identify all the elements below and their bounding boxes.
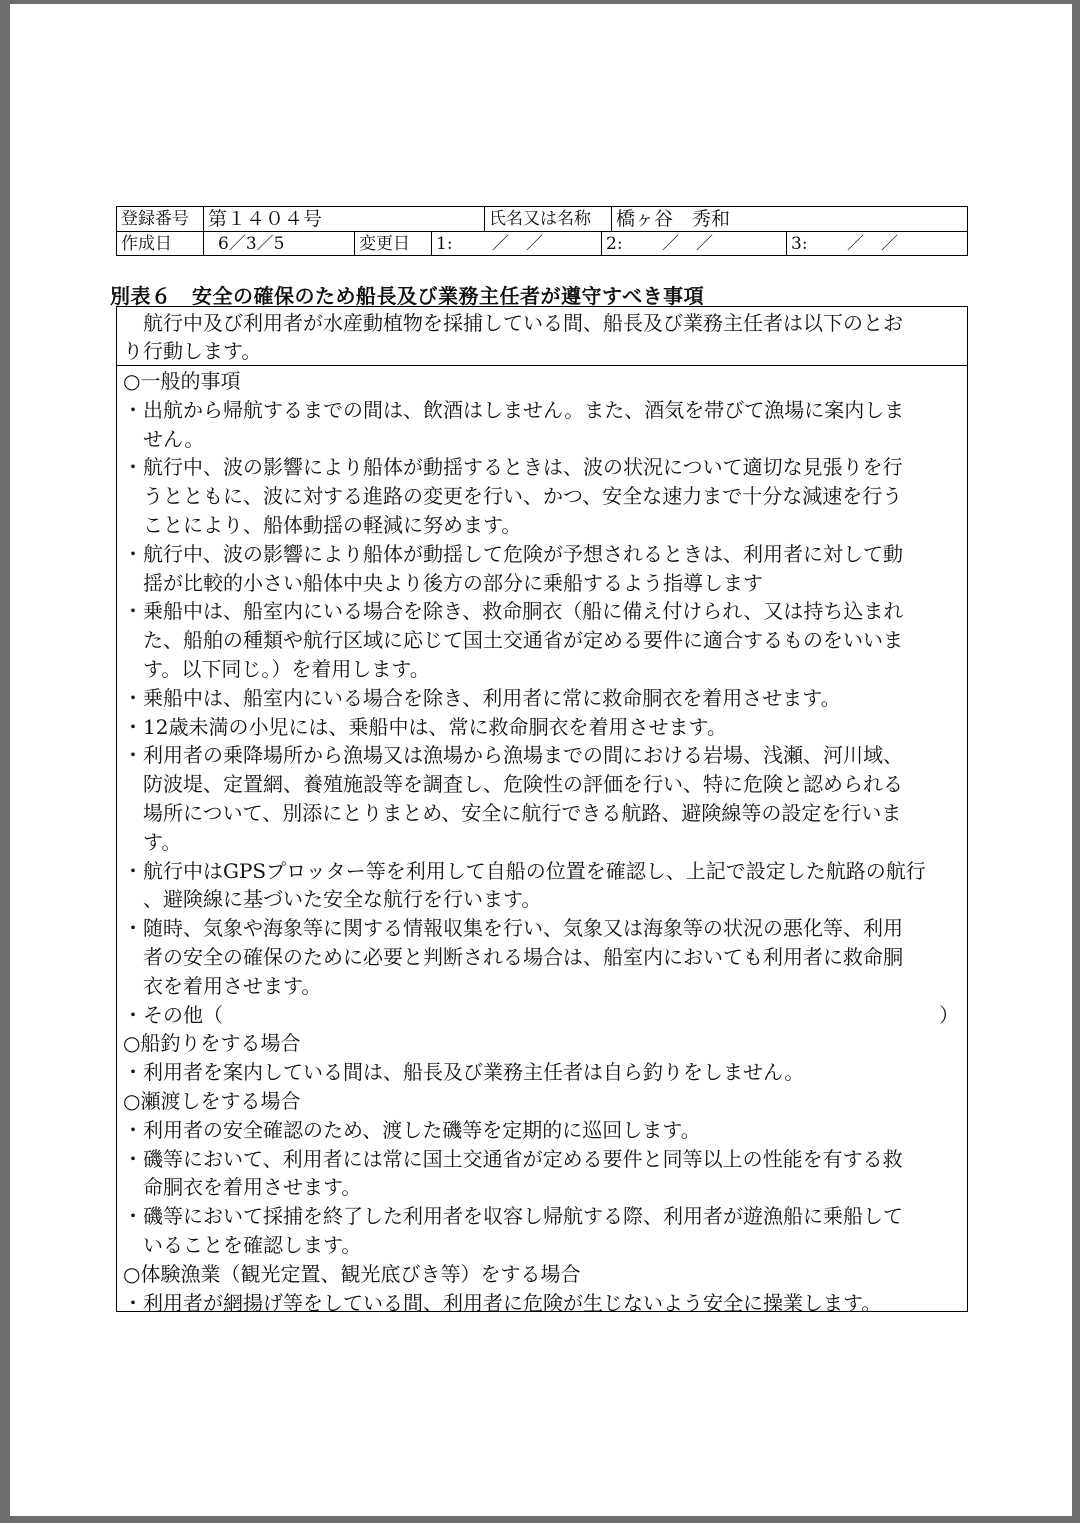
item-text: 衣を着用させます。 bbox=[143, 973, 322, 998]
list-item-continued bbox=[123, 655, 963, 684]
item-text: す。 bbox=[143, 829, 182, 854]
item-text: 磯等において、利用者には常に国土交通省が定める要件と同等以上の性能を有する救 bbox=[143, 1146, 903, 1171]
item-text: 航行中、波の影響により船体が動揺して危険が予想されるときは、利用者に対して動 bbox=[143, 541, 903, 566]
bullet: ・ bbox=[123, 1204, 143, 1229]
bullet: ・ bbox=[123, 599, 143, 624]
section-heading-rock bbox=[123, 1087, 963, 1116]
list-item bbox=[123, 597, 963, 626]
bullet: ・ bbox=[123, 397, 143, 422]
item-text: 航行中、波の影響により船体が動揺するときは、波の状況について適切な見張りを行 bbox=[143, 455, 903, 480]
list-item-continued bbox=[123, 425, 963, 454]
list-item-continued bbox=[123, 828, 963, 857]
item-text: 航行中はGPSプロッター等を利用して自船の位置を確認し、上記で設定した航路の航行 bbox=[143, 858, 926, 883]
item-text: 出航から帰航するまでの間は、飲酒はしません。また、酒気を帯びて漁場に案内しま bbox=[143, 397, 905, 422]
section-label: 瀬渡しをする場合 bbox=[140, 1088, 301, 1113]
item-text: 命胴衣を着用させます。 bbox=[143, 1175, 362, 1200]
list-item bbox=[123, 1145, 963, 1174]
list-item-continued bbox=[123, 569, 963, 598]
section-heading-fishing bbox=[123, 1029, 963, 1058]
intro-line: り行動します。 bbox=[123, 339, 262, 363]
bullet: ・ bbox=[123, 858, 143, 883]
item-text: 利用者の安全確認のため、渡した磯等を定期的に巡回します。 bbox=[143, 1117, 701, 1142]
bullet: ・ bbox=[123, 1002, 143, 1027]
circle-marker: ○ bbox=[123, 1261, 141, 1286]
list-item bbox=[123, 396, 963, 425]
list-item-continued bbox=[123, 1173, 963, 1202]
registration-info-table bbox=[116, 206, 968, 256]
circle-marker: ○ bbox=[123, 369, 141, 393]
list-item-continued bbox=[123, 1231, 963, 1260]
item-text: す。以下同じ。）を着用します。 bbox=[143, 656, 430, 681]
other-close: ） bbox=[939, 1002, 959, 1027]
item-text: 乗船中は、船室内にいる場合を除き、利用者に常に救命胴衣を着用させます。 bbox=[143, 685, 841, 710]
intro-box bbox=[116, 306, 968, 366]
item-text: 利用者が網揚げ等をしている間、利用者に危険が生じないよう安全に操業します。 bbox=[143, 1290, 882, 1315]
item-text: 者の安全の確保のために必要と判断される場合は、船室内においても利用者に救命胴 bbox=[143, 944, 903, 969]
info-row-dates bbox=[117, 232, 967, 256]
item-text: 利用者の乗降場所から漁場又は漁場から漁場までの間における岩場、浅瀬、河川域、 bbox=[143, 743, 903, 768]
item-text: 場所について、別添にとりまとめ、安全に航行できる航路、避険線等の設定を行いま bbox=[143, 800, 902, 825]
item-text: せん。 bbox=[143, 426, 205, 451]
document-page bbox=[10, 4, 1072, 1516]
change-date-1: 1: ／ ／ bbox=[436, 234, 543, 254]
list-item-other bbox=[123, 1001, 963, 1030]
changed-date-label: 変更日 bbox=[359, 234, 410, 254]
list-item-continued bbox=[123, 885, 963, 914]
item-text: た、船舶の種類や航行区域に応じて国土交通省が定める要件に適合するものをいいま bbox=[143, 628, 903, 653]
name-label: 氏名又は名称 bbox=[489, 209, 591, 229]
item-text: 乗船中は、船室内にいる場合を除き、救命胴衣（船に備え付けられ、又は持ち込まれ bbox=[143, 599, 904, 624]
item-text: いることを確認します。 bbox=[143, 1232, 362, 1257]
other-open: その他（ bbox=[143, 1002, 223, 1027]
registration-number-label: 登録番号 bbox=[121, 209, 189, 229]
list-item bbox=[123, 741, 963, 770]
created-date-value: 6／3／5 bbox=[218, 234, 285, 254]
item-text: 防波堤、定置網、養殖施設等を調査し、危険性の評価を行い、特に危険と認められる bbox=[143, 772, 903, 797]
bullet: ・ bbox=[123, 1117, 143, 1142]
bullet: ・ bbox=[123, 541, 143, 566]
section-label: 船釣りをする場合 bbox=[140, 1031, 301, 1056]
list-item bbox=[123, 1202, 963, 1231]
table-title: 別表６ 安全の確保のため船長及び業務主任者が遵守すべき事項 bbox=[110, 284, 705, 308]
list-item-continued bbox=[123, 482, 963, 511]
list-item-continued bbox=[123, 770, 963, 799]
change-date-3: 3: ／ ／ bbox=[791, 234, 898, 254]
created-date-label: 作成日 bbox=[121, 234, 172, 254]
bullet: ・ bbox=[123, 743, 143, 768]
item-text: 12歳未満の小児には、乗船中は、常に救命胴衣を着用させます。 bbox=[143, 714, 727, 739]
registration-number-value: 第１４０４号 bbox=[208, 208, 323, 230]
bullet: ・ bbox=[123, 1146, 143, 1171]
bullet: ・ bbox=[123, 916, 143, 941]
list-item bbox=[123, 540, 963, 569]
rules-box bbox=[116, 365, 968, 1315]
section-heading-experience bbox=[123, 1260, 963, 1289]
list-item-continued bbox=[123, 626, 963, 655]
bullet: ・ bbox=[123, 1060, 143, 1085]
item-text: 、避険線に基づいた安全な航行を行います。 bbox=[143, 887, 542, 912]
list-item-continued bbox=[123, 799, 963, 828]
bullet: ・ bbox=[123, 714, 143, 739]
bullet: ・ bbox=[123, 1290, 143, 1315]
item-text: 随時、気象や海象等に関する情報収集を行い、気象又は海象等の状況の悪化等、利用 bbox=[143, 916, 903, 941]
list-item bbox=[123, 453, 963, 482]
list-item bbox=[123, 1289, 963, 1318]
intro-line: 航行中及び利用者が水産動植物を採捕している間、船長及び業務主任者は以下のとお bbox=[123, 311, 903, 335]
list-item-continued bbox=[123, 943, 963, 972]
bullet: ・ bbox=[123, 685, 143, 710]
list-item bbox=[123, 914, 963, 943]
list-item-continued bbox=[123, 972, 963, 1001]
section-label: 一般的事項 bbox=[140, 369, 241, 393]
circle-marker: ○ bbox=[123, 1088, 141, 1113]
list-item bbox=[123, 713, 963, 742]
list-item bbox=[123, 857, 963, 886]
list-item-continued bbox=[123, 511, 963, 540]
change-date-2: 2: ／ ／ bbox=[606, 234, 713, 254]
item-text: うとともに、波に対する進路の変更を行い、かつ、安全な速力まで十分な減速を行う bbox=[143, 484, 903, 509]
circle-marker: ○ bbox=[123, 1031, 141, 1056]
list-item bbox=[123, 1116, 963, 1145]
section-label: 体験漁業（観光定置、観光底びき等）をする場合 bbox=[140, 1261, 581, 1286]
item-text: 磯等において採捕を終了した利用者を収容し帰航する際、利用者が遊漁船に乗船して bbox=[143, 1204, 903, 1229]
info-row-registration bbox=[117, 207, 967, 232]
item-text: ことにより、船体動揺の軽減に努めます。 bbox=[143, 512, 522, 537]
item-text: 利用者を案内している間は、船長及び業務主任者は自ら釣りをしません。 bbox=[143, 1060, 805, 1085]
list-item bbox=[123, 684, 963, 713]
list-item bbox=[123, 1058, 963, 1087]
section-heading-general bbox=[123, 367, 963, 396]
bullet: ・ bbox=[123, 455, 143, 480]
name-value: 橋ヶ谷 秀和 bbox=[616, 208, 731, 230]
item-text: 揺が比較的小さい船体中央より後方の部分に乗船するよう指導します bbox=[143, 570, 763, 595]
